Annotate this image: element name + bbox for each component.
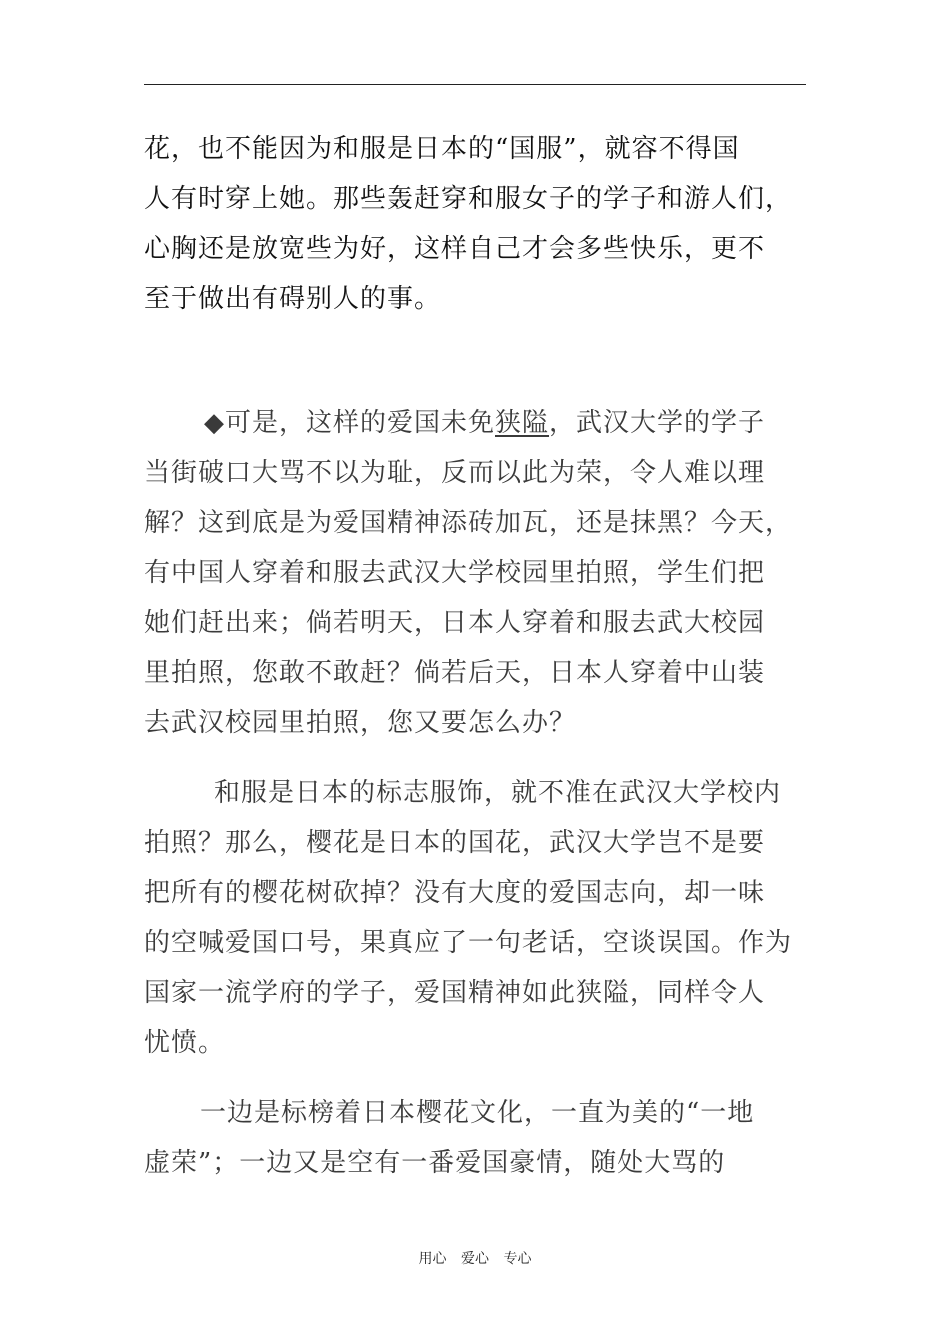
paragraph-1-line: 心胸还是放宽些为好，这样自己才会多些快乐，更不	[144, 234, 766, 264]
paragraph-4-line: 虚荣”；一边又是空有一番爱国豪情，随处大骂的	[144, 1148, 726, 1178]
paragraph-1-line: 人有时穿上她。那些轰赶穿和服女子的学子和游人们，	[144, 184, 793, 214]
paragraph-3-line: 国家一流学府的学子，爱国精神如此狭隘，同样令人	[144, 978, 766, 1008]
paragraph-2-line: 里拍照，您敢不敢赶？倘若后天，日本人穿着中山装	[144, 658, 766, 688]
paragraph-2-line: 解？这到底是为爱国精神添砖加瓦，还是抹黑？今天，	[144, 508, 793, 538]
paragraph-2-line	[144, 398, 806, 448]
paragraph-2-line: 有中国人穿着和服去武汉大学校园里拍照，学生们把	[144, 558, 766, 588]
paragraph-2-line: 她们赶出来；倘若明天，日本人穿着和服去武大校园	[144, 608, 766, 638]
paragraph-3-line: 把所有的樱花树砍掉？没有大度的爱国志向，却一味	[144, 878, 766, 908]
paragraph-3-line: 和服是日本的标志服饰，就不准在武汉大学校内	[214, 778, 782, 808]
paragraph-3-line: 的空喊爱国口号，果真应了一句老话，空谈误国。作为	[144, 928, 793, 958]
paragraph-1-line: 至于做出有碍别人的事。	[144, 284, 442, 314]
paragraph-2	[144, 398, 806, 748]
paragraph-4	[144, 1088, 806, 1188]
page-footer: 用心 爱心 专心	[418, 1251, 532, 1267]
paragraph-1	[144, 124, 806, 324]
document-body	[144, 124, 806, 1188]
paragraph-2-line1-suffix: ，武汉大学的学子	[549, 408, 766, 438]
paragraph-2-line1-prefix: ◆可是，这样的爱国未免	[204, 408, 495, 438]
paragraph-3-line: 忧愤。	[144, 1028, 226, 1058]
paragraph-3	[144, 768, 806, 1068]
paragraph-3-line: 拍照？那么，樱花是日本的国花，武汉大学岂不是要	[144, 828, 766, 858]
paragraph-2-line: 当街破口大骂不以为耻，反而以此为荣，令人难以理	[144, 458, 766, 488]
paragraph-4-line: 一边是标榜着日本樱花文化，一直为美的“一地	[200, 1098, 755, 1128]
header-rule	[144, 84, 806, 85]
paragraph-1-line: 花，也不能因为和服是日本的“国服”，就容不得国	[144, 134, 740, 164]
underlined-term: 狭隘	[495, 408, 550, 438]
paragraph-2-line: 去武汉校园里拍照，您又要怎么办？	[144, 708, 577, 738]
